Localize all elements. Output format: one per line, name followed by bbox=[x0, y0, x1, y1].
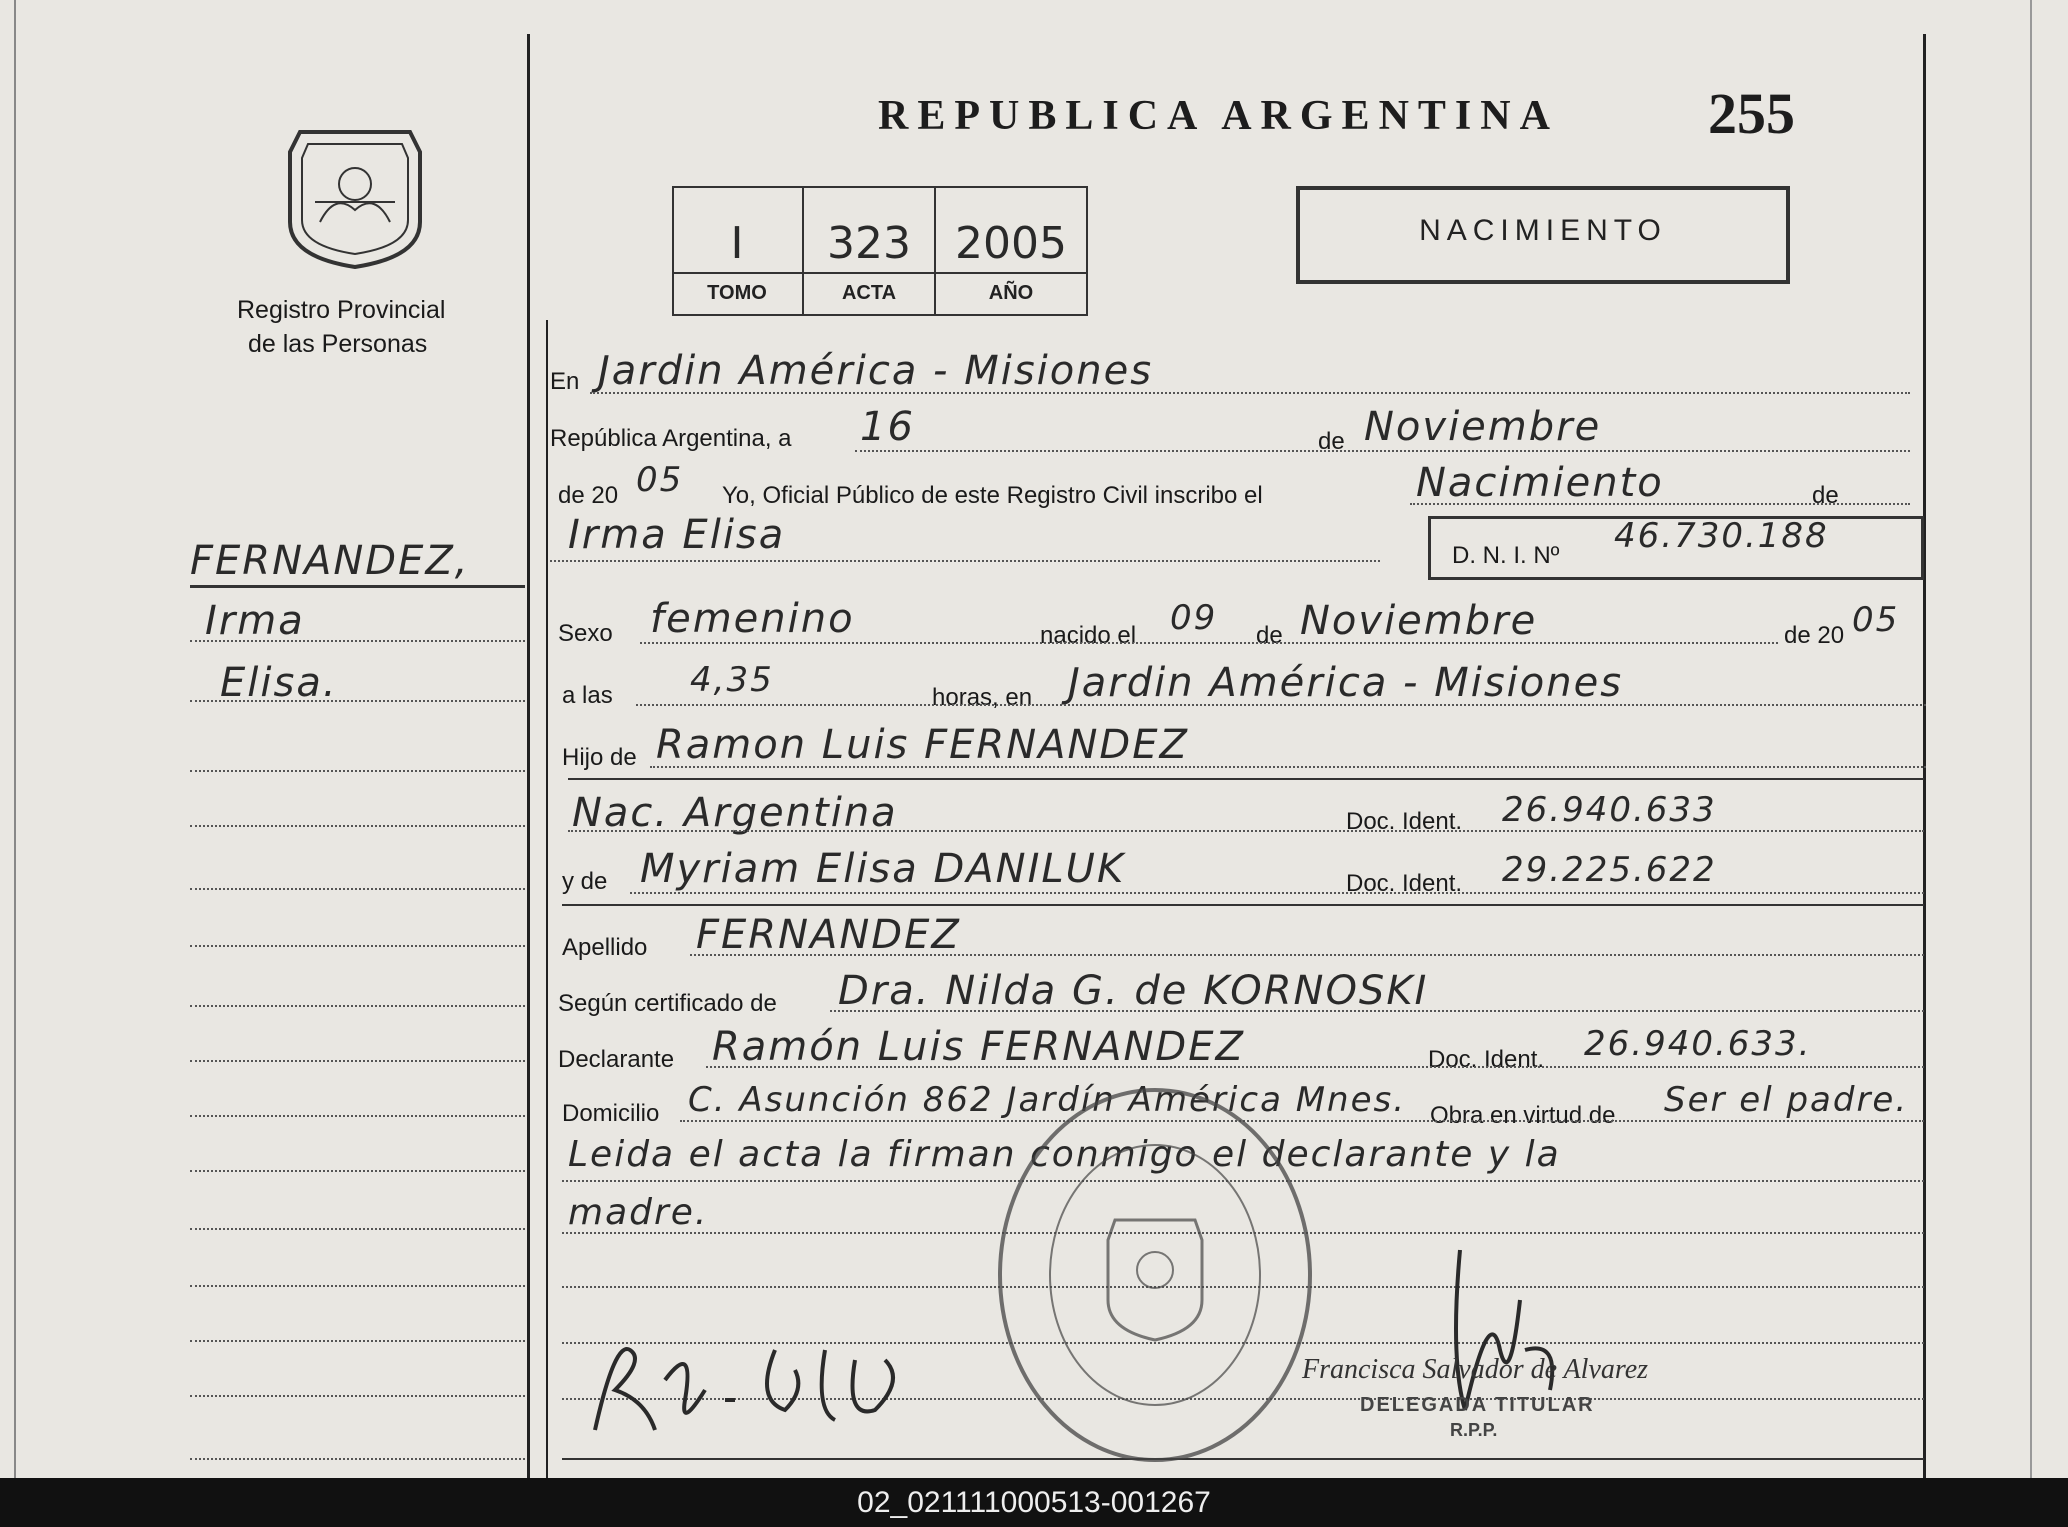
margin-rule bbox=[190, 1060, 525, 1062]
declarante-field: Ramón Luis FERNANDEZ bbox=[712, 1024, 1245, 1070]
margin-rule bbox=[190, 640, 525, 642]
form-rule bbox=[550, 560, 1380, 562]
declarante-doc-field: 26.940.633. bbox=[1584, 1024, 1812, 1064]
en-label: En bbox=[550, 368, 580, 395]
acta-label: ACTA bbox=[841, 282, 897, 304]
margin-rule bbox=[190, 1285, 525, 1287]
grid-divider bbox=[672, 272, 1086, 274]
margin-rule bbox=[190, 1115, 525, 1117]
country-title: REPUBLICA ARGENTINA bbox=[878, 93, 1559, 139]
de3-label: de bbox=[1256, 622, 1283, 649]
form-rule bbox=[830, 1010, 1924, 1012]
mother-field: Myriam Elisa DANILUK bbox=[640, 846, 1126, 892]
margin-second-name: Elisa. bbox=[220, 660, 338, 706]
official-stamp-icon bbox=[990, 1080, 1320, 1470]
birth-month-field: Noviembre bbox=[1300, 598, 1538, 644]
de-label: de bbox=[1318, 428, 1345, 455]
form-rule bbox=[690, 954, 1924, 956]
apellido-field: FERNANDEZ bbox=[696, 912, 961, 958]
dni-label: D. N. I. Nº bbox=[1452, 542, 1560, 569]
form-inner-line bbox=[546, 320, 548, 1478]
obra-label: Obra en virtud de bbox=[1430, 1102, 1616, 1129]
inscription-field: Nacimiento bbox=[1416, 460, 1664, 506]
tomo-label: TOMO bbox=[707, 282, 767, 304]
father-field: Ramon Luis FERNANDEZ bbox=[656, 722, 1189, 768]
office-name-line2: de las Personas bbox=[248, 330, 428, 358]
yo-label: Yo, Oficial Público de este Registro Civil inscribo el bbox=[722, 482, 1263, 509]
form-rule bbox=[590, 392, 1910, 394]
segun-label: Según certificado de bbox=[558, 990, 777, 1017]
margin-rule bbox=[190, 1458, 525, 1460]
apellido-label: Apellido bbox=[562, 934, 648, 961]
a-las-label: a las bbox=[562, 682, 613, 709]
left-margin-line bbox=[14, 0, 16, 1478]
father-doc-label: Doc. Ident. bbox=[1346, 808, 1463, 835]
birth-time-field: 4,35 bbox=[690, 660, 774, 700]
form-rule bbox=[640, 642, 1778, 644]
margin-first-name: Irma bbox=[205, 598, 305, 644]
right-border-line bbox=[1923, 34, 1926, 1478]
birth-place-field: Jardin América - Misiones bbox=[1068, 660, 1624, 706]
hijo-label: Hijo de bbox=[562, 744, 637, 771]
declarante-label: Declarante bbox=[558, 1046, 675, 1073]
form-rule bbox=[636, 704, 1926, 706]
form-rule bbox=[855, 450, 1910, 452]
sexo-label: Sexo bbox=[558, 620, 613, 647]
form-rule bbox=[1410, 503, 1910, 505]
day-field: 16 bbox=[860, 404, 915, 450]
mother-doc-label: Doc. Ident. bbox=[1346, 870, 1463, 897]
domicilio-field: C. Asunción 862 Jardín América Mnes. bbox=[688, 1080, 1407, 1120]
margin-rule bbox=[190, 1228, 525, 1230]
sexo-field: femenino bbox=[650, 596, 855, 642]
form-solid-line bbox=[562, 904, 1924, 906]
child-name-field: Irma Elisa bbox=[568, 512, 786, 558]
year-prefix-label: de 20 bbox=[558, 482, 619, 509]
official-name: Francisca Salvador de Alvarez bbox=[1302, 1354, 1649, 1385]
form-solid-line bbox=[568, 778, 1924, 780]
acta-value: 323 bbox=[827, 218, 911, 269]
margin-rule bbox=[190, 825, 525, 827]
de2-label: de bbox=[1812, 482, 1839, 509]
domicilio-label: Domicilio bbox=[562, 1100, 660, 1127]
record-type: NACIMIENTO bbox=[1419, 214, 1667, 247]
horas-label: horas, en bbox=[932, 684, 1033, 711]
nacido-label: nacido el bbox=[1040, 622, 1137, 649]
tomo-value: I bbox=[730, 218, 744, 269]
page-edge-line bbox=[2030, 0, 2032, 1478]
folio-number: 255 bbox=[1708, 81, 1795, 146]
place-field: Jardin América - Misiones bbox=[598, 348, 1154, 394]
margin-surname: FERNANDEZ, bbox=[190, 538, 470, 584]
margin-rule bbox=[190, 1005, 525, 1007]
image-id-footer: 02_021111000513-001267 bbox=[0, 1478, 2068, 1527]
dni-field: 46.730.188 bbox=[1614, 516, 1829, 556]
declarant-signature bbox=[585, 1320, 925, 1450]
form-rule bbox=[568, 830, 1924, 832]
form-rule bbox=[630, 892, 1924, 894]
margin-rule bbox=[190, 945, 525, 947]
form-rule bbox=[650, 766, 1926, 768]
declarante-doc-label: Doc. Ident. bbox=[1428, 1046, 1545, 1073]
obra-field: Ser el padre. bbox=[1664, 1080, 1909, 1120]
margin-rule bbox=[190, 1170, 525, 1172]
column-divider-line bbox=[527, 34, 530, 1478]
notes-line1: Leida el acta la firman conmigo el declarante y la bbox=[568, 1134, 1561, 1175]
father-nationality-field: Nac. Argentina bbox=[572, 790, 898, 836]
ano-value: 2005 bbox=[955, 218, 1067, 269]
y-de-label: y de bbox=[562, 868, 608, 895]
margin-rule bbox=[190, 770, 525, 772]
mother-doc-field: 29.225.622 bbox=[1502, 850, 1717, 890]
father-doc-field: 26.940.633 bbox=[1502, 790, 1717, 830]
ano-label: AÑO bbox=[988, 282, 1034, 304]
de20-label: de 20 bbox=[1784, 622, 1845, 649]
margin-rule bbox=[190, 888, 525, 890]
notes-line2: madre. bbox=[568, 1192, 709, 1233]
doctor-field: Dra. Nilda G. de KORNOSKI bbox=[838, 968, 1429, 1014]
official-org: R.P.P. bbox=[1450, 1420, 1498, 1440]
republica-label: República Argentina, a bbox=[550, 425, 792, 452]
birth-day-field: 09 bbox=[1170, 598, 1218, 638]
office-name-line1: Registro Provincial bbox=[237, 296, 446, 324]
official-title: DELEGADA TITULAR bbox=[1360, 1394, 1595, 1416]
month-field: Noviembre bbox=[1364, 404, 1602, 450]
margin-rule bbox=[190, 700, 525, 702]
birth-year-suffix-field: 05 bbox=[1852, 600, 1900, 640]
margin-rule bbox=[190, 1340, 525, 1342]
provincial-seal-icon bbox=[280, 122, 430, 270]
form-rule bbox=[706, 1066, 1924, 1068]
margin-rule bbox=[190, 1395, 525, 1397]
year-suffix-field: 05 bbox=[636, 460, 684, 500]
margin-surname-underline bbox=[190, 585, 525, 588]
